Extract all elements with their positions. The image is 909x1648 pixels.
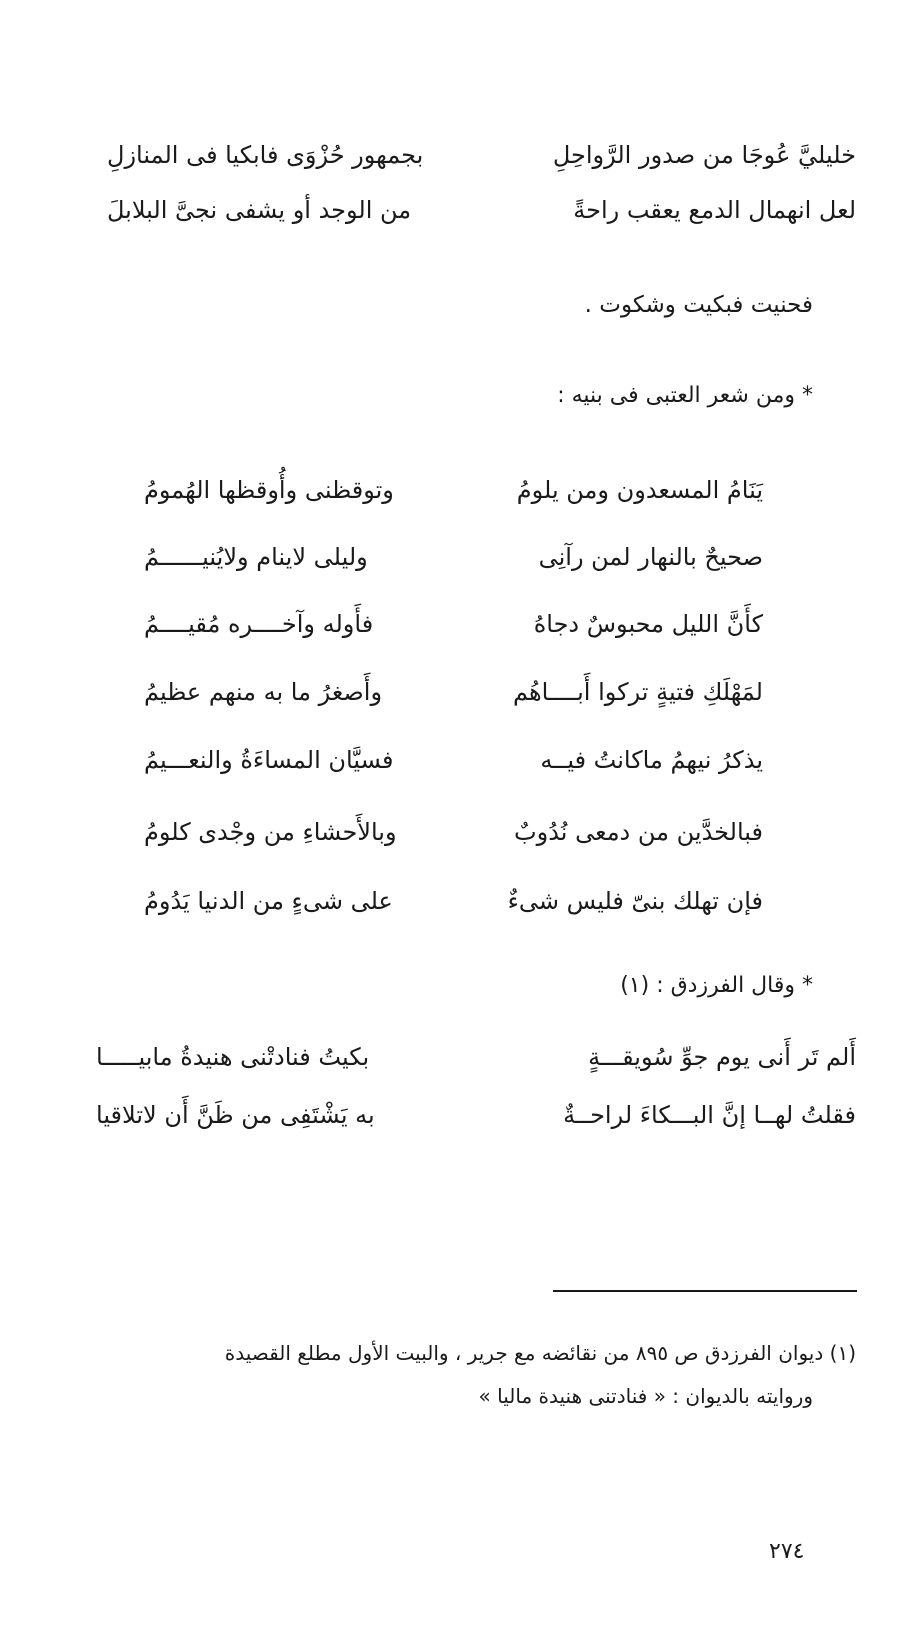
- verse-hemistich-right: يذكرُ نيهمُ ماكانتُ فيــه: [540, 746, 763, 774]
- verse-hemistich-right: لعل انهمال الدمع يعقب راحةً: [573, 196, 856, 224]
- verse-hemistich-left: به يَشْتَفِى من ظَنَّ أَن لاتلاقيا: [96, 1101, 375, 1129]
- verse-hemistich-left: فسيَّان المساءَةُ والنعـــيمُ: [144, 746, 394, 774]
- verse-hemistich-left: وتوقظنى وأُوقظها الهُمومُ: [144, 476, 394, 504]
- verse-hemistich-left: وليلى لاينام ولايُنيــــــمُ: [144, 543, 368, 571]
- section-intro: * وقال الفرزدق : (١): [620, 973, 813, 998]
- verse-hemistich-left: وبالأَحشاءِ من وجْدى كلومُ: [144, 818, 397, 846]
- page-number: ٢٧٤: [769, 1539, 805, 1564]
- verse-hemistich-right: فقلتُ لهــا إنَّ البـــكاءَ لراحــةٌ: [563, 1101, 856, 1129]
- footnote-divider: [553, 1290, 857, 1292]
- verse-hemistich-left: فأَوله وآخــــره مُقيــــمُ: [144, 610, 374, 638]
- verse-hemistich-right: لمَهْلَكِ فتيةٍ تركوا أَبــــاهُم: [513, 678, 763, 706]
- verse-hemistich-right: يَنَامُ المسعدون ومن يلومُ: [516, 476, 763, 504]
- section-intro: * ومن شعر العتبى فى بنيه :: [557, 383, 813, 408]
- verse-hemistich-left: بجمهور حُزْوَى فابكيا فى المنازلِ: [107, 141, 424, 169]
- verse-hemistich-right: فإن تهلك بنىّ فليس شىءٌ: [507, 887, 763, 915]
- verse-hemistich-left: وأَصغرُ ما به منهم عظيمُ: [144, 678, 383, 706]
- verse-hemistich-right: أَلم تَر أَنى يوم جوِّ سُويقـــةٍ: [588, 1043, 856, 1071]
- verse-hemistich-left: على شىءٍ من الدنيا يَدُومُ: [144, 887, 393, 915]
- footnote-line: (١) ديوان الفرزدق ص ٨٩٥ من نقائضه مع جرير ، والبيت الأول مطلع القصيدة: [224, 1341, 856, 1365]
- verse-hemistich-right: صحيحٌ بالنهار لمن رآنِى: [538, 543, 763, 571]
- verse-hemistich-right: خليليَّ عُوجَا من صدور الرَّواحِلِ: [552, 141, 856, 169]
- verse-hemistich-left: بكيتُ فنادتْنى هنيدةُ مابيـــــا: [96, 1043, 370, 1071]
- prose-line: فحنيت فبكيت وشكوت .: [584, 292, 813, 318]
- verse-hemistich-left: من الوجد أو يشفى نجىَّ البلابلَ: [107, 196, 412, 224]
- verse-hemistich-right: فبالخدَّين من دمعى نُدُوبٌ: [514, 818, 763, 846]
- verse-hemistich-right: كأَنَّ الليل محبوسٌ دجاهُ: [533, 610, 763, 638]
- footnote-line: وروايته بالديوان : « فنادتنى هنيدة ماليا »: [478, 1384, 813, 1408]
